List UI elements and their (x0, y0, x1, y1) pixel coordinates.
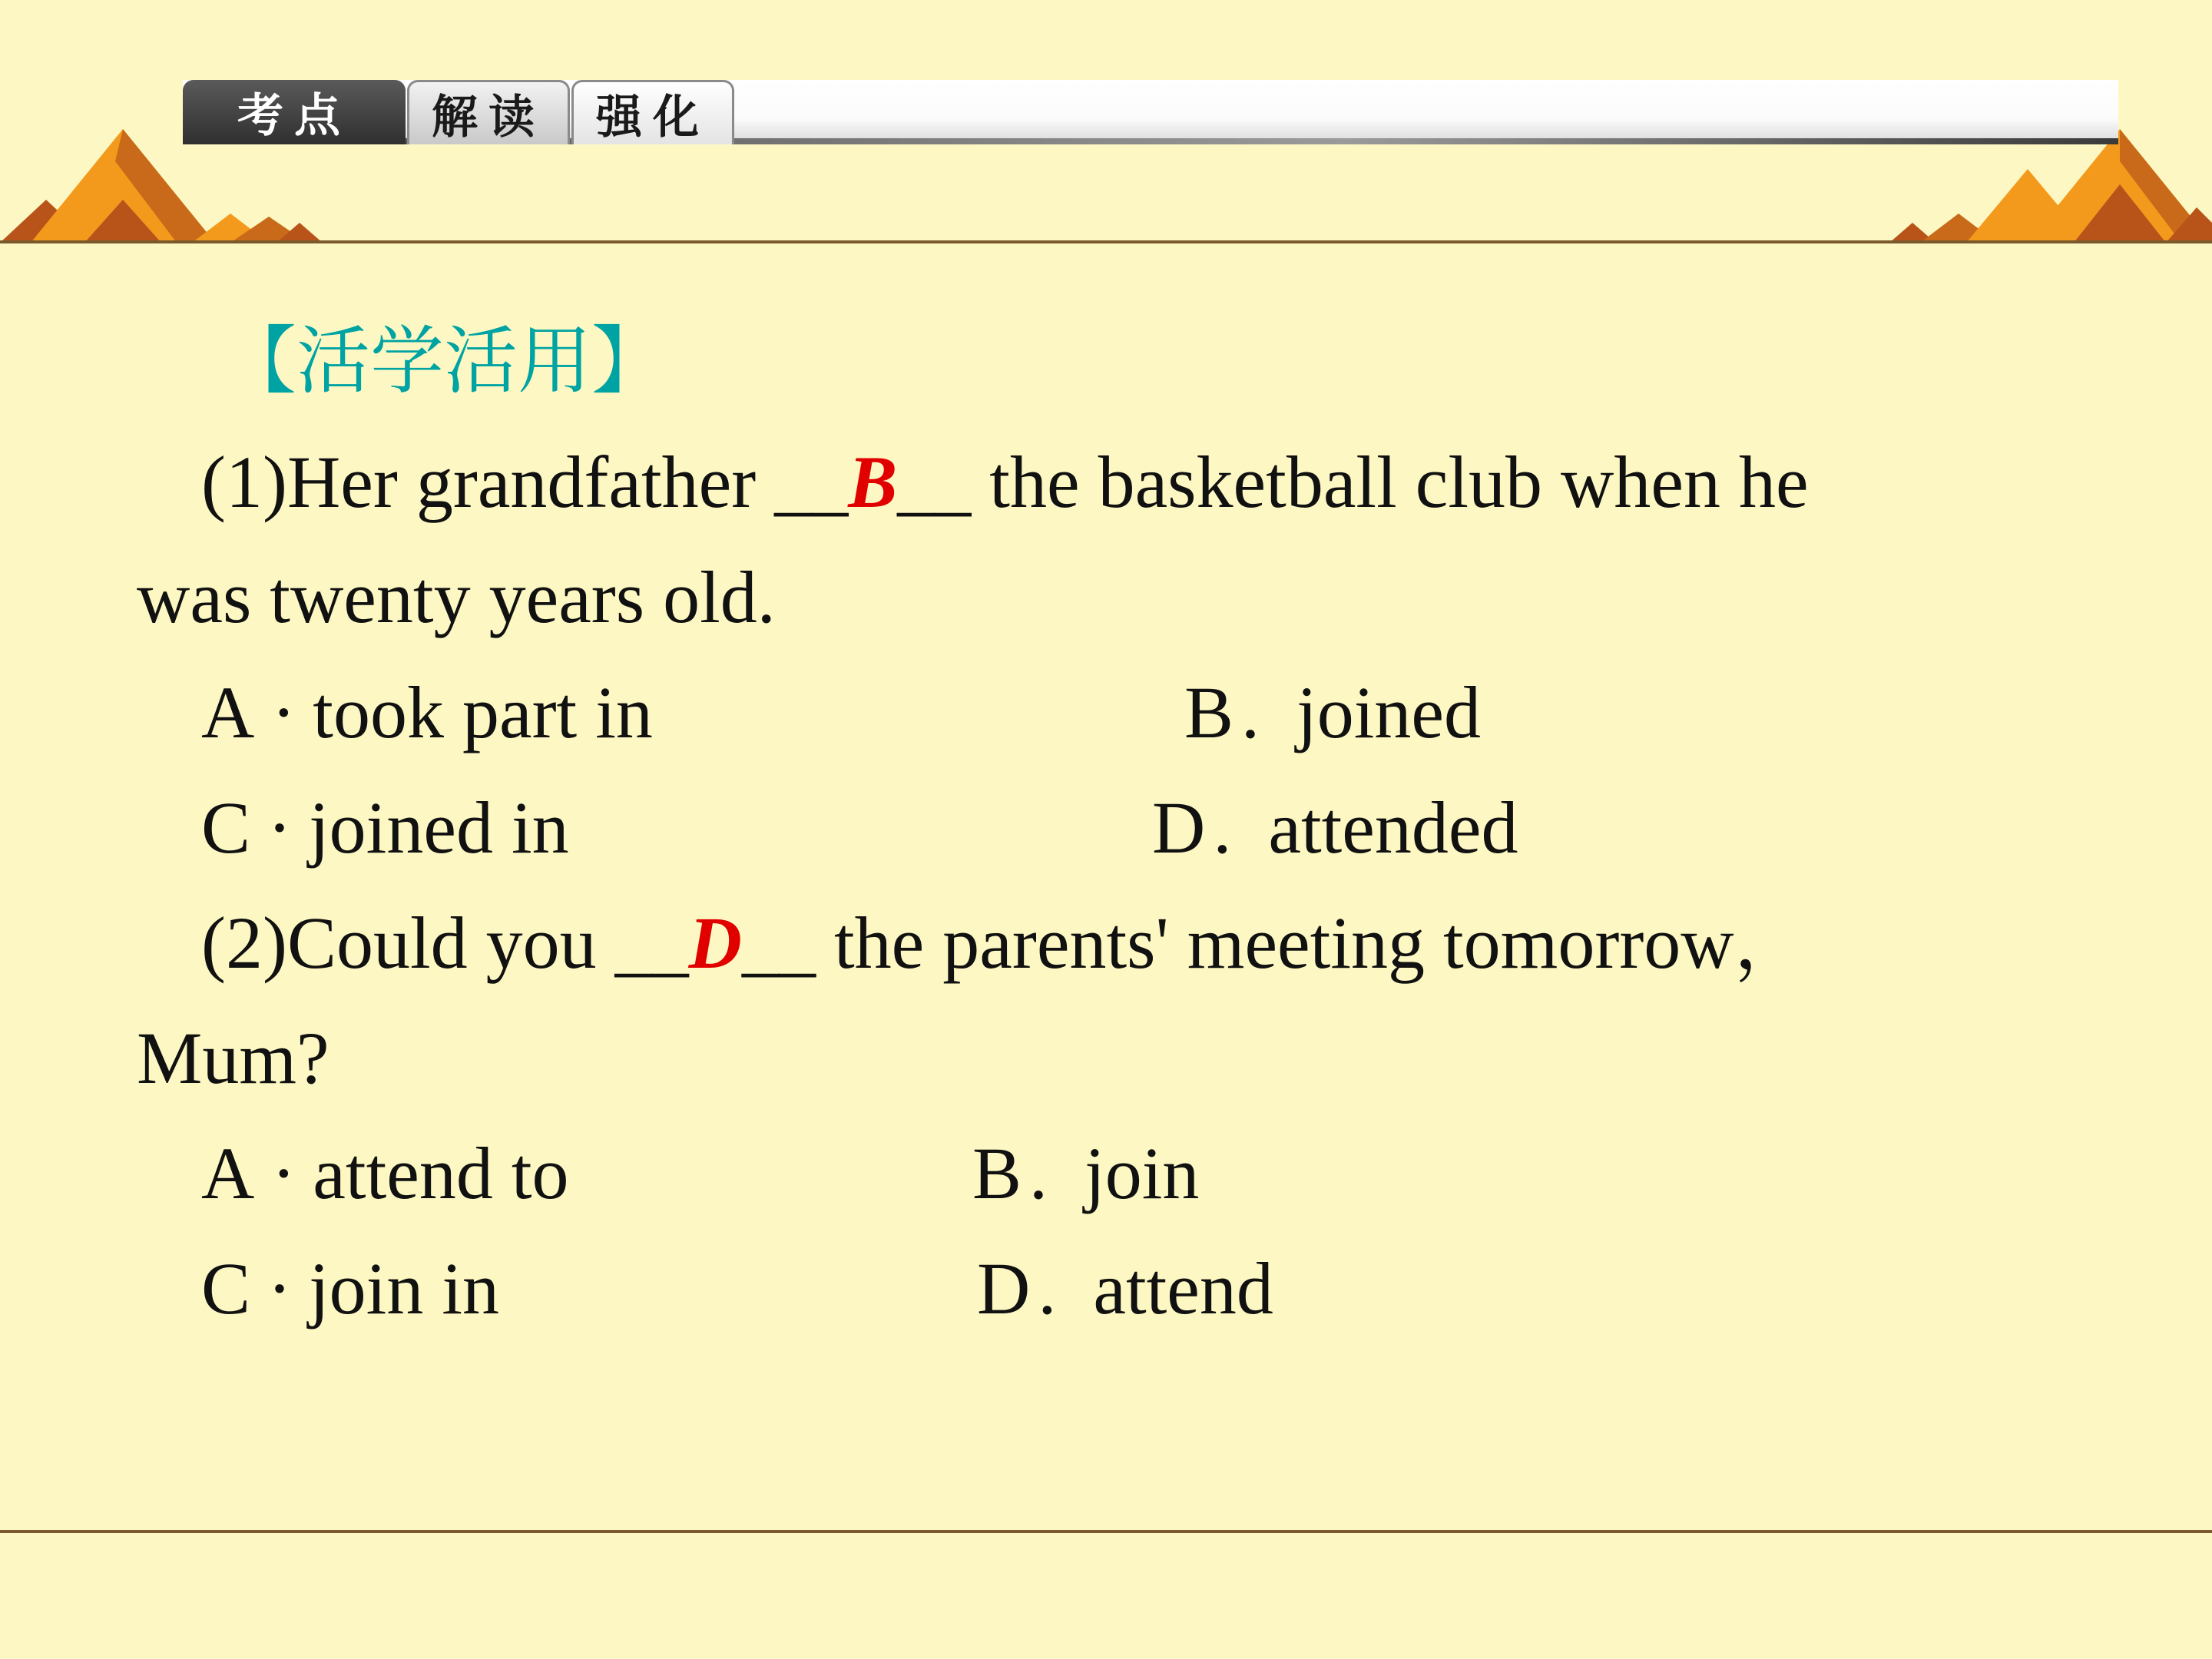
option-separator: . (1029, 1132, 1048, 1214)
option-letter: A (201, 1132, 255, 1214)
answer-label: B (848, 441, 898, 523)
option-separator: · (267, 1247, 292, 1330)
option-letter: C (201, 1247, 251, 1330)
option-separator: . (1241, 671, 1260, 753)
question-2-stem (201, 897, 1808, 989)
option-text: joined in (309, 786, 569, 869)
option-letter: C (201, 786, 251, 869)
option-d (977, 1243, 1273, 1335)
option-b (972, 1128, 1199, 1220)
option-letter: D (1152, 786, 1206, 869)
question-1-stem (201, 436, 1809, 528)
option-text: joined (1296, 671, 1481, 753)
option-separator: · (271, 671, 296, 753)
question-stem-after: __ the parents' meeting tomorrow， (741, 902, 1808, 984)
footer-rule (0, 1530, 2212, 1533)
option-d (1152, 782, 1518, 874)
tab-jiedu[interactable]: 解读 (407, 80, 570, 144)
option-letter: A (201, 671, 255, 753)
question-number: (1) (201, 441, 287, 523)
option-c (201, 1243, 499, 1335)
option-a (201, 667, 653, 759)
option-text: join (1084, 1132, 1200, 1214)
tab-kaodian[interactable]: 考点 (183, 80, 406, 144)
option-separator: · (267, 786, 292, 869)
tab-qianghua[interactable]: 强化 (571, 80, 734, 144)
option-text: attend (1093, 1247, 1273, 1330)
question-stem-before: Could you __ (286, 902, 689, 984)
option-b (1184, 667, 1481, 759)
option-letter: B (972, 1132, 1022, 1214)
option-separator: · (271, 1132, 296, 1214)
question-number: (2) (201, 902, 287, 984)
option-c (201, 782, 569, 874)
question-stem-before: Her grandfather __ (286, 441, 849, 523)
option-separator: . (1038, 1247, 1057, 1330)
option-letter: B (1184, 671, 1234, 753)
section-title: 【活学活用】 (223, 318, 665, 404)
option-letter: D (977, 1247, 1031, 1330)
option-separator: . (1213, 786, 1232, 869)
option-text: took part in (313, 671, 653, 753)
option-text: attended (1268, 786, 1518, 869)
question-1-stem-continued: was twenty years old. (137, 556, 776, 638)
question-stem-after: __ the basketball club when he (897, 441, 1809, 523)
option-a (201, 1128, 569, 1220)
question-2-stem-continued: Mum? (137, 1017, 329, 1099)
option-text: attend to (313, 1132, 569, 1214)
option-text: join in (309, 1247, 500, 1330)
answer-label: D (688, 902, 742, 984)
